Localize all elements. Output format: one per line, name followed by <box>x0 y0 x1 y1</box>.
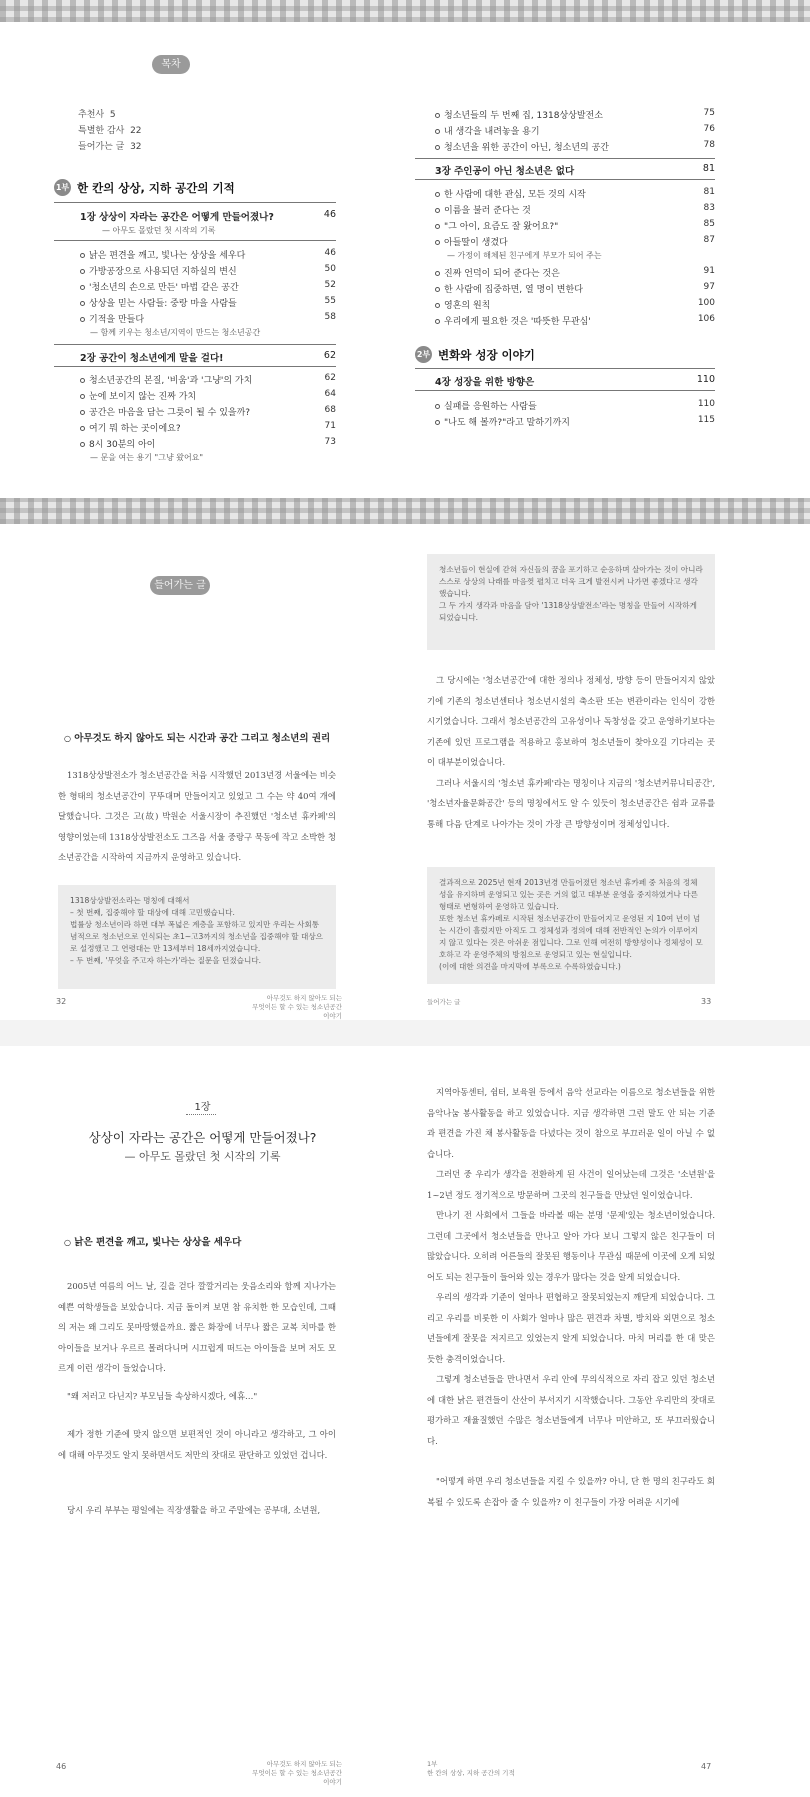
toc-part1-heading <box>54 179 235 196</box>
divider <box>54 366 336 367</box>
toc-item[interactable]: 진짜 언덕이 되어 준다는 것은 91 <box>435 266 715 279</box>
toc-item[interactable]: 상상을 믿는 사람들: 중랑 마을 사람들 55 <box>80 296 336 309</box>
intro-body-right: 그 당시에는 '청소년공간'에 대한 정의나 정체성, 방향 등이 만들어지지 않았기에 기존의 청소년센터나 청소년시설의 축소판 또는 변관이라는 인식이 강한 시기였습니다. 그래서 청소년공간의 고유성이나 독창성을 갖고 운영하기보다는 기존에 있던 프로그램을 적용하고 홍보하여 청소년들이 찾아오길 기다리는 곳이 대부분이었습니다. 그러나 서울시의 '청소년 휴카페'라는 명칭이나 지금의 '청소년커뮤니티공간', '청소년자율문화공간' 등의 명칭에서도 알 수 있듯이 청소년공간은 쉼과 교류를 통해 다음 단계로 나아가는 것이 가장 큰 방향성이며 정체성입니다. <box>427 675 715 829</box>
chapter-left-page <box>0 1046 405 1797</box>
intro-pill: 들어가는 글 <box>150 576 210 595</box>
intro-left-page <box>0 524 405 1020</box>
divider <box>415 368 715 369</box>
page-number: 33 <box>701 997 712 1006</box>
toc-note: — 함께 키우는 청소년/지역이 만드는 청소년공간 <box>90 328 261 337</box>
part-badge: 1부 <box>54 179 71 196</box>
divider <box>186 1114 216 1115</box>
toc-item[interactable]: 공간은 마음을 담는 그릇이 될 수 있을까? 68 <box>80 405 336 418</box>
intro-body-left: 1318상상발전소가 청소년공간을 처음 시작했던 2013년경 서울에는 비슷한 형태의 청소년공간이 꾸뚜대며 만들어지고 있었고 그 수는 약 40여 개에 달했습니다. 그것은 고(故) 박원순 서울시장이 추진했던 '청소년 휴카페'의 영향이었는데 1318상상발전소도 그즈음 서울 중랑구 묵동에 작고 소박한 청소년공간을 시작하여 지금까지 운영하고 있습니다. <box>58 770 336 862</box>
toc-item[interactable]: 여기 뭐 하는 곳이에요? 71 <box>80 421 336 434</box>
divider <box>415 390 715 391</box>
toc-item[interactable]: 영혼의 원칙 100 <box>435 298 715 311</box>
toc-item[interactable]: 가방공장으로 사용되던 지하실의 변신 50 <box>80 264 336 277</box>
toc-item[interactable]: 청소년공간의 본질, '비움'과 '그냥'의 가치 62 <box>80 373 336 386</box>
toc-item[interactable]: 눈에 보이지 않는 진짜 가치 64 <box>80 389 336 402</box>
toc-item[interactable]: 낡은 편견을 깨고, 빛나는 상상을 세우다 46 <box>80 248 336 261</box>
toc-item[interactable]: 한 사람에 대한 관심, 모든 것의 시작 81 <box>435 187 715 200</box>
intro-heading: ○ 아무것도 하지 않아도 되는 시간과 공간 그리고 청소년의 권리 <box>64 733 331 744</box>
divider <box>54 202 336 203</box>
toc-chapter-3[interactable]: 3장 주인공이 아닌 청소년은 없다 81 <box>435 163 715 177</box>
toc-chapter-4[interactable]: 4장 성장을 위한 방향은 110 <box>435 374 715 388</box>
chapter-body-left-2: 제가 정한 기준에 맞지 않으면 보편적인 것이 아니라고 생각하고, 그 아이에 대해 아무것도 알지 못하면서도 저만의 잣대로 판단하고 있었던 겁니다. <box>58 1429 336 1460</box>
intro-right-page <box>405 524 810 1020</box>
toc-item[interactable]: 청소년을 위한 공간이 아닌, 청소년의 공간 78 <box>435 140 715 153</box>
toc-right-page <box>405 22 810 498</box>
toc-item[interactable]: 이름을 불러 준다는 것 83 <box>435 203 715 216</box>
running-header: 아무것도 하지 않아도 되는 무엇이든 할 수 있는 청소년공간이야기 <box>252 994 342 1020</box>
page-number: 32 <box>56 997 67 1006</box>
part-title: 변화와 성장 이야기 <box>438 347 535 362</box>
chapter-title: 상상이 자라는 공간은 어떻게 만들어졌나? <box>88 1130 317 1145</box>
pattern-strip-middle <box>0 498 810 524</box>
page-number: 47 <box>701 1762 712 1771</box>
intro-note-box: 청소년들이 현실에 갇혀 자신들의 꿈을 포기하고 순응하며 살아가는 것이 아니라 스스로 상상의 나래를 마음껏 펼치고 더욱 크게 발전시켜 나가면 좋겠다고 생각했습니다. 그 두 가지 생각과 마음을 담아 '1318상상발전소'라는 명칭을 만들어 시작하게 되었습니다. <box>427 554 715 650</box>
chapter-number: 1장 <box>194 1102 211 1113</box>
toc-item[interactable]: 한 사람에 집중하면, 열 명이 변한다 97 <box>435 282 715 295</box>
intro-note-box: 결과적으로 2025년 현재 2013년경 만들어졌던 청소년 휴카페 중 처음의 정체성을 유지하며 운영되고 있는 곳은 거의 없고 대부분 운영을 중지하였거나 다른 형태로 변형하여 운영하고 있습니다. 또한 청소년 휴카페로 시작된 청소년공간이 만들어지고 운영된 지 10여 년이 넘는 시간이 흘렀지만 아직도 그 정체성과 정의에 대해 전반적인 논의가 이루어지지 않고 있다는 것은 아쉬운 점입니다. 그로 인해 여전히 방향성이나 정체성이 모호하고 각 운영주체의 방침으로 운영되고 있는 현실입니다. (이에 대한 의견을 마지막에 부록으로 수록하였습니다.) <box>427 867 715 984</box>
section-heading: ○ 낡은 편견을 깨고, 빛나는 상상을 세우다 <box>64 1237 242 1248</box>
intro-note-box: 1318상상발전소라는 명칭에 대해서 – 첫 번째, 집중해야 할 대상에 대해 고민했습니다. 법률상 청소년이라 하면 대부 폭넓은 계층을 포함하고 있지만 우리는 사회통념적으로 청소년으로 인식되는 초1~고3까지의 청소년을 집중해야 할 대상으로 설정했고 그 연령대는 만 13세부터 18세까지였습니다. – 두 번째, '무엇을 주고자 하는가'라는 질문을 던졌습니다. <box>58 885 336 989</box>
toc-front-item[interactable]: 들어가는 글 32 <box>78 142 142 152</box>
toc-front-item[interactable]: 특별한 감사 22 <box>78 126 142 136</box>
part-badge: 2부 <box>415 346 432 363</box>
divider <box>415 158 715 159</box>
toc-item[interactable]: "나도 해 볼까?"라고 말하기까지 115 <box>435 415 715 428</box>
page-number: 46 <box>56 1762 67 1771</box>
divider <box>54 240 336 241</box>
chapter-body-left: 2005년 여름의 어느 날, 길을 걷다 깔깔거리는 웃음소리와 함께 지나가는 예쁜 여학생들을 보았습니다. 지금 돌이켜 보면 참 유치한 한 모습인데, 그때의 저는 왜 그리도 못마땅했을까요. 짧은 화장에 너무나 짧은 교복 치마를 한 아이들을 보거나 우르르 몰려다니며 시끄럽게 떠드는 아이들을 보며 저도 모르게 이런 생각이 들었습니다. <box>58 1281 336 1373</box>
running-header: 들어가는 글 <box>427 998 461 1006</box>
toc-chapter-subtitle: — 아무도 몰랐던 첫 시작의 기록 <box>102 226 216 235</box>
toc-item[interactable]: 청소년들의 두 번째 집, 1318상상발전소 75 <box>435 108 715 121</box>
toc-item[interactable]: 기적을 만들다 58 <box>80 312 336 325</box>
toc-front-item[interactable]: 추천사 5 <box>78 110 116 120</box>
toc-part2-heading <box>415 346 535 363</box>
toc-item[interactable]: 내 생각을 내려놓을 용기 76 <box>435 124 715 137</box>
running-header: 1부 한 칸의 상상, 지하 공간의 기적 <box>427 1760 515 1777</box>
spread-gap <box>0 1020 810 1046</box>
toc-note: — 문을 여는 용기 "그냥 왔어요" <box>90 453 204 462</box>
toc-item[interactable]: 실패를 응원하는 사람들 110 <box>435 399 715 412</box>
pattern-strip-top <box>0 0 810 22</box>
toc-item[interactable]: 8시 30분의 아이 73 <box>80 437 336 450</box>
divider <box>54 344 336 345</box>
divider <box>415 179 715 180</box>
intro-spread <box>0 524 810 1020</box>
chapter-subtitle: — 아무도 몰랐던 첫 시작의 기록 <box>124 1150 281 1163</box>
chapter-spread <box>0 1046 810 1797</box>
chapter-right-page <box>405 1046 810 1797</box>
toc-chapter-2[interactable]: 2장 공간이 청소년에게 말을 걸다! 62 <box>80 350 336 364</box>
part-title: 한 칸의 상상, 지하 공간의 기적 <box>77 180 235 195</box>
chapter-body-left-3: 당시 우리 부부는 평일에는 직장생활을 하고 주말에는 공부대, 소년원, <box>67 1505 321 1515</box>
toc-title-pill: 목차 <box>152 55 190 74</box>
toc-spread <box>0 22 810 498</box>
chapter-quote: "왜 저러고 다닌지? 부모님들 속상하시겠다, 에휴…" <box>67 1391 258 1401</box>
toc-left-page <box>0 22 405 498</box>
toc-item[interactable]: "그 아이, 요즘도 잘 왔어요?" 85 <box>435 219 715 232</box>
running-header: 아무것도 하지 않아도 되는 무엇이든 할 수 있는 청소년공간이야기 <box>252 1760 342 1786</box>
toc-item[interactable]: 아들딸이 생겼다 87 <box>435 235 715 248</box>
toc-note: — 가정이 해체된 친구에게 부모가 되어 주는 <box>447 251 602 260</box>
toc-item[interactable]: '청소년의 손으로 만든' 마법 같은 공간 52 <box>80 280 336 293</box>
toc-chapter-1[interactable]: 1장 상상이 자라는 공간은 어떻게 만들어졌나? 46 <box>80 209 336 223</box>
chapter-body-right: 지역아동센터, 쉼터, 보육원 등에서 음악 선교라는 이름으로 청소년들을 위한 음악나눔 봉사활동을 하고 있었습니다. 지금 생각하면 그런 말도 안 되는 기준과 편견을 가진 채 봉사활동을 다녔다는 것이 참으로 부끄러운 일이 아닐 수 없습니다. 그러던 중 우리가 생각을 전환하게 된 사건이 일어났는데 그것은 '소년원'을 1~2년 정도 정기적으로 방문하며 그곳의 친구들을 만났던 일이었습니다. 만나기 전 사회에서 그들을 바라볼 때는 분명 '문제'있는 청소년이었습니다. 그런데 그곳에서 청소년들을 만나고 알아 가다 보니 그렇지 않은 친구들이 더 많았습니다. 오히려 어른들의 잘못된 행동이나 무관심 때문에 이곳에 오게 되었어도 되는 친구들이 들어와 있는 경우가 많다는 것을 알게 되었습니다. 우리의 생각과 기준이 얼마나 편협하고 잘못되었는지 깨닫게 되었습니다. 그리고 우리를 비롯한 이 사회가 얼마나 많은 편견과 차별, 방치와 외면으로 청소년들에게 잘못을 저지르고 있었는지 알게 되었습니다. 마치 머리를 한 대 맞은 듯한 충격이었습니다. 그렇게 청소년들을 만나면서 우리 안에 무의식적으로 자리 잡고 있던 청소년에 대한 낡은 편견들이 산산이 부서지기 시작했습니다. 그동안 우리만의 잣대로 평가하고 재율질했던 수많은 청소년들에게 너무나 미안하고, 또 부끄러웠습니다. "어떻게 하면 우리 청소년들을 지킬 수 있을까? 아니, 단 한 명의 친구라도 회복될 수 있도록 손잡아 줄 수 있을까? 이 친구들이 가장 어려운 시기에 <box>427 1087 715 1507</box>
toc-item[interactable]: 우리에게 필요한 것은 '따뜻한 무관심' 106 <box>435 314 715 327</box>
